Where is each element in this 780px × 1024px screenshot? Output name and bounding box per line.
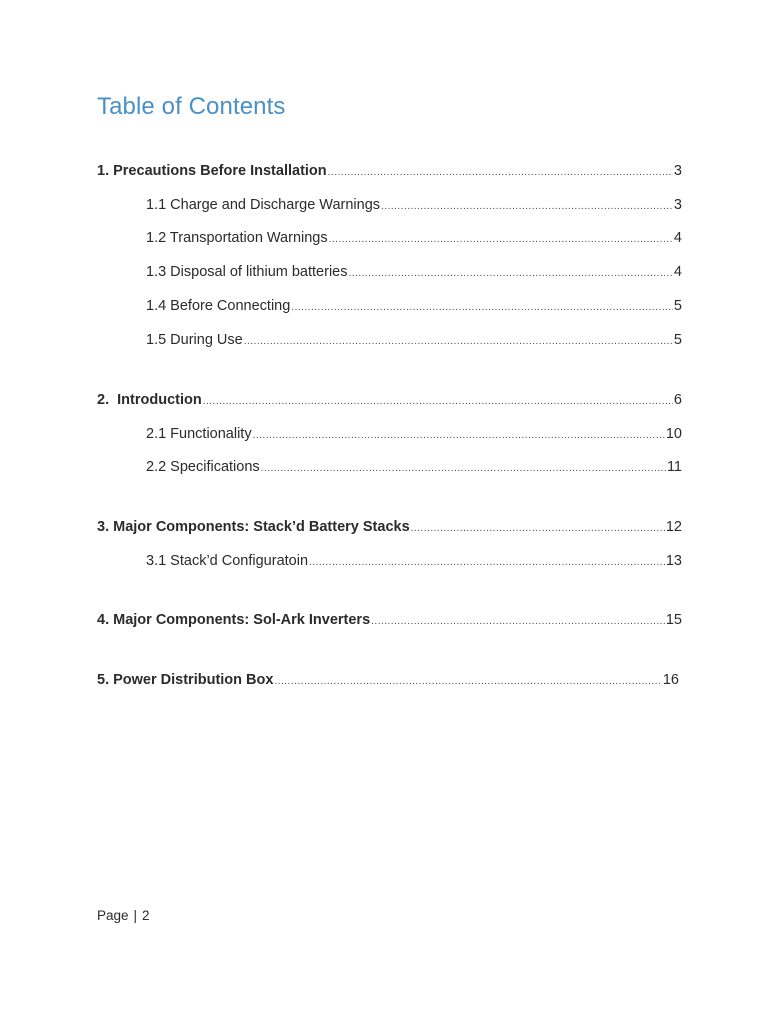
toc-page-number: 5 <box>673 298 682 314</box>
toc-entry[interactable] <box>97 162 682 182</box>
toc-entry[interactable] <box>146 263 682 283</box>
toc-entry-label: 1.2 Transportation Warnings <box>146 230 328 246</box>
toc-entry[interactable] <box>146 331 682 351</box>
toc-page-number: 12 <box>665 519 682 535</box>
toc-page-number: 16 <box>662 672 679 688</box>
dot-leader <box>274 673 661 691</box>
toc-page-number: 3 <box>673 163 682 179</box>
dot-leader <box>411 520 665 538</box>
toc-page-number: 10 <box>665 426 682 442</box>
toc-entry-label: 1. Precautions Before Installation <box>97 163 327 179</box>
dot-leader <box>349 265 673 283</box>
toc-page-number: 4 <box>673 264 682 280</box>
toc-page-number: 11 <box>666 459 682 475</box>
toc-entry-label: 3.1 Stack’d Configuratoin <box>146 553 309 569</box>
toc-page-number: 4 <box>673 230 682 246</box>
dot-leader <box>261 460 666 478</box>
toc-entry[interactable] <box>146 552 682 572</box>
dot-leader <box>291 299 673 317</box>
page-footer <box>97 908 150 923</box>
toc-entry[interactable] <box>97 671 679 691</box>
toc-entry-label: 1.3 Disposal of lithium batteries <box>146 264 348 280</box>
dot-leader <box>244 333 673 351</box>
toc-page-number: 5 <box>673 332 682 348</box>
footer-page-number: 2 <box>142 908 150 923</box>
toc-entry-label: 2.1 Functionality <box>146 426 252 442</box>
footer-separator: | <box>133 908 138 923</box>
toc-entry[interactable] <box>146 196 682 216</box>
toc-entry-label: 1.1 Charge and Discharge Warnings <box>146 197 381 213</box>
toc-entry[interactable] <box>97 611 682 631</box>
toc-entry-label: 1.4 Before Connecting <box>146 298 291 314</box>
dot-leader <box>203 393 673 411</box>
toc-entry[interactable] <box>97 518 682 538</box>
toc-entry[interactable] <box>146 229 682 249</box>
toc-entry[interactable] <box>146 458 682 478</box>
toc-entry[interactable] <box>146 425 682 445</box>
footer-page-label: Page <box>97 908 129 923</box>
dot-leader <box>309 554 665 572</box>
toc-entry-label: 4. Major Components: Sol-Ark Inverters <box>97 612 371 628</box>
dot-leader <box>253 427 665 445</box>
toc-page-number: 6 <box>673 392 682 408</box>
page-title: Table of Contents <box>97 93 286 120</box>
toc-entry-label: 2.2 Specifications <box>146 459 260 475</box>
toc-entry-label: 2. Introduction <box>97 392 202 408</box>
toc-entry-label: 5. Power Distribution Box <box>97 672 274 688</box>
toc-page-number: 15 <box>665 612 682 628</box>
toc-entry-label: 3. Major Components: Stack’d Battery Stacks <box>97 519 410 535</box>
toc-entry[interactable] <box>146 297 682 317</box>
dot-leader <box>329 231 673 249</box>
toc-page-number: 13 <box>665 553 682 569</box>
toc-page-number: 3 <box>673 197 682 213</box>
dot-leader <box>328 164 673 182</box>
toc-entry-label: 1.5 During Use <box>146 332 243 348</box>
dot-leader <box>371 613 665 631</box>
toc-entry[interactable] <box>97 391 682 411</box>
dot-leader <box>381 198 673 216</box>
